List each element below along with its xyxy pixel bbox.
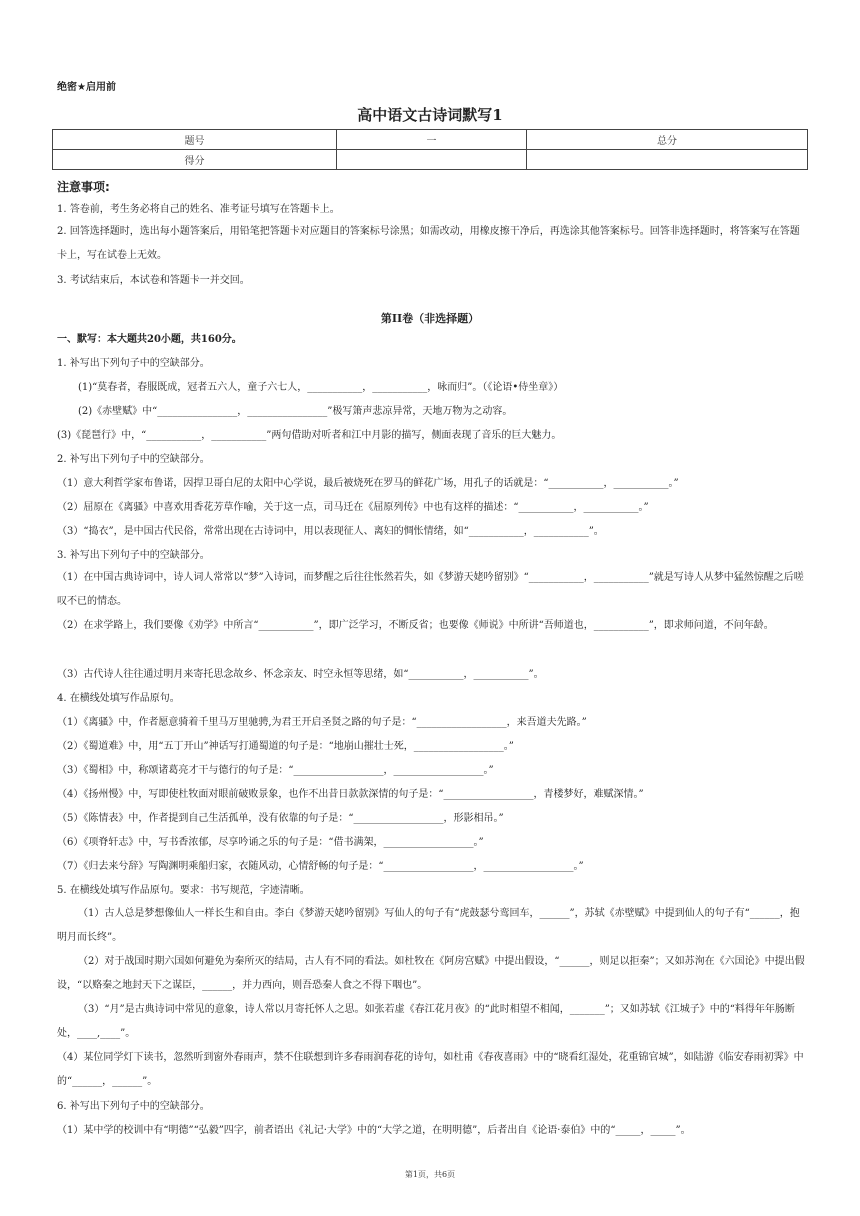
question-line: （6）《项脊轩志》中，写书香浓郁，尽享吟诵之乐的句子是：“借书满架，__________________。” [57,837,484,848]
question-stem: 6. 补写出下列句子中的空缺部分。 [57,1101,210,1112]
part-heading: 一、默写：本大题共20小题，共160分。 [57,334,242,345]
question-stem: 4. 在横线处填写作品原句。 [57,693,180,704]
question-line: （1）古人总是梦想像仙人一样长生和自由。李白《梦游天姥吟留别》写仙人的句子有“虎鼓瑟兮鸾回车，______”，苏轼《赤壁赋》中提到仙人的句子有“______，抱明月而长终”。 [57,908,800,943]
question-line: （3）古代诗人往往通过明月来寄托思念故乡、怀念亲友、时空永恒等思绪，如“___________，___________”。 [57,669,544,680]
question-line: (1)“莫春者，春服既成，冠者五六人，童子六七人，___________，___________，咏而归”。（《论语•侍坐章》） [78,382,564,393]
notice-item: 3. 考试结束后，本试卷和答题卡一并交回。 [57,275,250,286]
section-title: 第II卷（非选择题） [380,312,480,325]
score-header-cell: 总分 [527,130,808,150]
page-footer: 第1页，共6页 [404,1170,456,1179]
question-stem: 5. 在横线处填写作品原句。要求：书写规范，字迹清晰。 [57,885,310,896]
question-line: （1）意大利哲学家布鲁诺，因捍卫哥白尼的太阳中心学说，最后被烧死在罗马的鲜花广场，用孔子的话就是：“___________，___________。” [57,478,679,489]
question-line: （2）在求学路上，我们要像《劝学》中所言“___________”，即广泛学习，不断反省；也要像《师说》中所讲“吾师道也，___________”，即求师问道，不问年龄。 [57,620,774,631]
notice-item: 1. 答卷前，考生务必将自己的姓名、准考证号填写在答题卡上。 [57,204,340,215]
question-line: （3）《蜀相》中，称颂诸葛亮才干与德行的句子是：“__________________，__________________。” [57,765,494,776]
score-table-row [53,150,808,170]
question-line: （3）“月”是古典诗词中常见的意象，诗人常以月寄托怀人之思。如张若虚《春江花月夜》的“此时相望不相闻，_______”；又如苏轼《江城子》中的“料得年年肠断处，____,____”。 [57,1004,795,1039]
question-line: （1）某中学的校训中有“明德”“弘毅”四字，前者语出《礼记·大学》中的“大学之道，在明明德”，后者出自《论语·泰伯》中的“_____，_____”。 [57,1125,691,1136]
question-line: （4）《扬州慢》中，写即使杜牧面对眼前破败景象，也作不出昔日款款深情的句子是：“__________________，青楼梦好，难赋深情。” [57,789,644,800]
question-line: （2）对于战国时期六国如何避免为秦所灭的结局，古人有不同的看法。如杜牧在《阿房宫赋》中提出假设，“______，则足以拒秦”；又如苏洵在《六国论》中提出假设，“以赂秦之地封天下之谋臣，______，并力西向，则吾恐秦人食之不得下咽也”。 [57,956,805,991]
notice-heading: 注意事项: [57,180,110,194]
confidential-label: 绝密★启用前 [57,82,116,93]
question-stem: 2. 补写出下列句子中的空缺部分。 [57,454,210,465]
score-input-cell[interactable] [527,150,808,170]
question-stem: 3. 补写出下列句子中的空缺部分。 [57,550,210,561]
score-input-cell[interactable] [337,150,527,170]
score-header-cell: 题号 [53,130,337,150]
score-table [52,129,808,170]
question-line: （2）屈原在《离骚》中喜欢用香花芳草作喻，关于这一点，司马迁在《屈原列传》中也有这样的描述：“___________，___________。” [57,502,649,513]
question-line: （1）在中国古典诗词中，诗人词人常常以“梦”入诗词，而梦醒之后往往怅然若失，如《梦游天姥吟留别》“___________，___________”就是写诗人从梦中猛然惊醒之后嗟叹不已的情态。 [57,572,804,607]
page-title: 高中语文古诗词默写1 [357,106,503,124]
question-line: （2）《蜀道难》中，用“五丁开山”神话写打通蜀道的句子是：“地崩山摧壮士死，__________________。” [57,741,514,752]
question-line: （5）《陈情表》中，作者提到自己生活孤单，没有依靠的句子是：“__________________，形影相吊。” [57,813,504,824]
question-line: （1）《离骚》中，作者愿意骑着千里马万里驰骋,为君王开启圣贤之路的句子是：“__________________，来吾道夫先路。” [57,717,587,728]
question-line: （3）“捣衣”，是中国古代民俗，常常出现在古诗词中，用以表现征人、离妇的惆怅情绪，如“___________，___________”。 [57,526,604,537]
question-line: （4）某位同学灯下读书，忽然听到窗外春雨声，禁不住联想到许多春雨润春花的诗句，如杜甫《春夜喜雨》中的“晓看红湿处，花重锦官城”，如陆游《临安春雨初霁》中的“______，______”。 [57,1052,804,1087]
score-label-cell: 得分 [53,150,337,170]
score-header-cell: 一 [337,130,527,150]
score-table-row [53,130,808,150]
question-line: （7）《归去来兮辞》写陶渊明乘船归家，衣随风动，心情舒畅的句子是：“__________________，__________________。” [57,861,584,872]
question-line: (3)《琵琶行》中，“___________，___________”两句借助对听者和江中月影的描写，侧面表现了音乐的巨大魅力。 [57,430,562,441]
notice-item: 2. 回答选择题时，选出每小题答案后，用铅笔把答题卡对应题目的答案标号涂黑；如需改动，用橡皮擦干净后，再选涂其他答案标号。回答非选择题时，将答案写在答题卡上，写在试卷上无效。 [57,226,800,261]
question-stem: 1. 补写出下列句子中的空缺部分。 [57,358,210,369]
question-line: (2)《赤壁赋》中“________________，________________”极写箫声悲凉异常，天地万物为之动容。 [78,406,513,417]
